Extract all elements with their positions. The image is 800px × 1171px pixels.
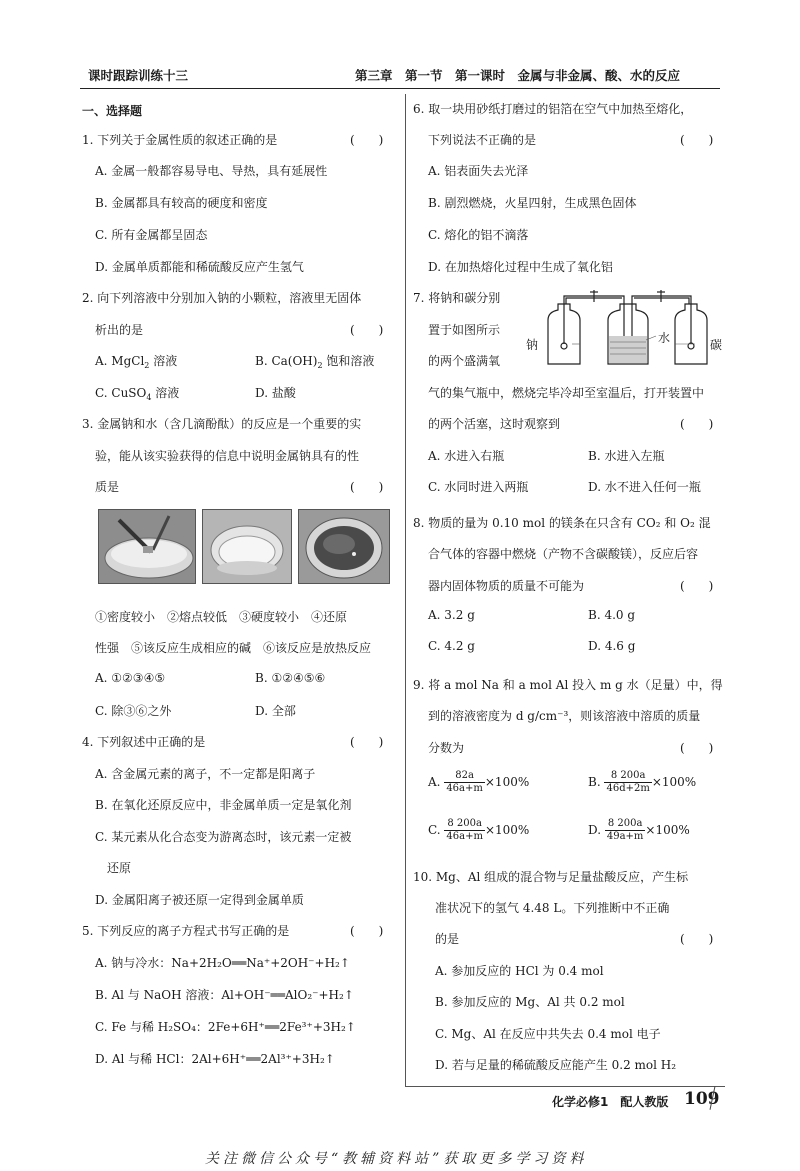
q10-option-d: D. 若与足量的稀硫酸反应能产生 0.2 mol H₂ [435,1058,677,1072]
label-carbon: 碳 [710,338,723,352]
column-divider [405,94,406,1086]
q3-option-a: A. ①②③④⑤ [95,671,166,685]
q6-option-b: B. 剧烈燃烧，火星四射，生成黑色固体 [428,196,637,210]
q4-option-c-2: 还原 [107,861,132,875]
q1-option-d: D. 金属单质都能和稀硫酸反应产生氢气 [95,260,304,274]
q7-stem-3: 的两个盛满氧 [428,354,501,368]
q9-paren: ( ) [680,741,714,755]
q8-option-d: D. 4.6 g [588,639,636,653]
q8-stem-3: 器内固体物质的质量不可能为 [428,579,585,593]
q10-option-b: B. 参加反应的 Mg、Al 共 0.2 mol [435,995,625,1009]
q2-paren: ( ) [350,323,384,337]
photo-sodium-cutting [98,509,196,584]
q1-option-a: A. 金属一般都容易导电、导热，具有延展性 [95,164,328,178]
q1-paren: ( ) [350,133,384,147]
q4-option-d: D. 金属阳离子被还原一定得到金属单质 [95,893,304,907]
q9-stem-2: 到的溶液密度为 d g/cm⁻³，则该溶液中溶质的质量 [428,709,701,723]
q1-stem: 1. 下列关于金属性质的叙述正确的是 [82,133,278,147]
q8-option-a: A. 3.2 g [428,608,475,622]
q1-option-b: B. 金属都具有较高的硬度和密度 [95,196,268,210]
q8-option-c: C. 4.2 g [428,639,475,653]
footer-rule [405,1086,725,1087]
q7-stem-5: 的两个活塞，这时观察到 [428,417,561,431]
q7-stem-2: 置于如图所示 [428,323,501,337]
q6-option-d: D. 在加热熔化过程中生成了氧化铝 [428,260,613,274]
q7-option-d: D. 水不进入任何一瓶 [588,480,701,494]
q2-stem-2: 析出的是 [95,323,144,337]
q10-stem-3: 的是 [435,932,460,946]
header-left: 课时跟踪训练十三 [88,68,189,83]
q5-stem: 5. 下列反应的离子方程式书写正确的是 [82,924,290,938]
q10-option-c: C. Mg、Al 在反应中共失去 0.4 mol 电子 [435,1027,661,1041]
q6-option-a: A. 铝表面失去光泽 [428,164,529,178]
apparatus-diagram [526,284,725,372]
q2-option-c: C. CuSO$_4$ 溶液 [95,386,180,402]
q10-option-a: A. 参加反应的 HCl 为 0.4 mol [435,964,604,978]
q7-paren: ( ) [680,417,714,431]
q7-option-a: A. 水进入右瓶 [428,449,505,463]
q8-stem-2: 合气体的容器中燃烧（产物不含碳酸镁），反应后容 [428,547,699,561]
q9-stem-3: 分数为 [428,741,465,755]
q10-paren: ( ) [680,932,714,946]
header-right: 第三章 第一节 第一课时 金属与非金属、酸、水的反应 [355,68,681,83]
q6-option-c: C. 熔化的铝不滴落 [428,228,529,242]
q7-stem-1: 7. 将钠和碳分别 [413,291,501,305]
q3-stem-2: 验，能从该实验获得的信息中说明金属钠具有的性 [95,449,360,463]
q9-option-c: C. $\frac{8 200a}{46a+m}$ ×100% [428,818,530,842]
q7-option-b: B. 水进入左瓶 [588,449,665,463]
q8-option-b: B. 4.0 g [588,608,636,622]
footer-book: 化学必修1 配人教版 [552,1095,669,1109]
q2-option-b: B. $Ca(OH)_2$ 饱和溶液 [255,354,375,370]
section-title: 一、选择题 [82,104,143,118]
q1-option-c: C. 所有金属都呈固态 [95,228,208,242]
q2-stem-1: 2. 向下列溶液中分别加入钠的小颗粒，溶液里无固体 [82,291,362,305]
q4-option-c-1: C. 某元素从化合态变为游离态时，该元素一定被 [95,830,352,844]
q9-option-b: B. $\frac{8 200a}{46d+2m}$ ×100% [588,770,697,794]
q6-paren: ( ) [680,133,714,147]
q3-option-b: B. ①②④⑤⑥ [255,671,326,685]
q5-option-c: C. Fe 与稀 H₂SO₄：2Fe+6H⁺══2Fe³⁺+3H₂↑ [95,1020,356,1034]
q9-option-a: A. $\frac{82a}{46a+m}$ ×100% [428,770,530,794]
q9-stem-1: 9. 将 a mol Na 和 a mol Al 投入 m g 水（足量）中，得 [413,678,723,692]
q5-option-d: D. Al 与稀 HCl：2Al+6H⁺══2Al³⁺+3H₂↑ [95,1052,335,1066]
q4-stem: 4. 下列叙述中正确的是 [82,735,206,749]
label-water: 水 [658,331,671,345]
q4-option-a: A. 含金属元素的离子，不一定都是阳离子 [95,767,316,781]
q4-option-b: B. 在氧化还原反应中，非金属单质一定是氧化剂 [95,798,352,812]
q3-option-d: D. 全部 [255,704,296,718]
q3-paren: ( ) [350,480,384,494]
photo-reaction [298,509,390,584]
q3-options-line-1: ①密度较小 ②熔点较低 ③硬度较小 ④还原 [95,610,348,624]
q3-stem-1: 3. 金属钠和水（含几滴酚酞）的反应是一个重要的实 [82,417,362,431]
header-rule [80,88,720,89]
q3-stem-3: 质是 [95,480,120,494]
q10-stem-2: 准状况下的氢气 4.48 L。下列推断中不正确 [435,901,670,915]
q2-option-d: D. 盐酸 [255,386,296,400]
q8-stem-1: 8. 物质的量为 0.10 mol 的镁条在只含有 CO₂ 和 O₂ 混 [413,516,711,530]
q5-option-a: A. 钠与冷水：Na+2H₂O══Na⁺+2OH⁻+H₂↑ [95,956,350,970]
q6-stem-1: 6. 取一块用砂纸打磨过的铝箔在空气中加热至熔化， [413,102,693,116]
q2-option-a: A. MgCl$_2$ 溶液 [95,354,178,370]
handwritten-note: 关注微信公众号“教辅资料站”获取更多学习资料 [205,1151,588,1167]
label-sodium: 钠 [526,338,539,352]
q4-paren: ( ) [350,735,384,749]
q7-option-c: C. 水同时进入两瓶 [428,480,529,494]
q3-options-line-2: 性强 ⑤该反应生成相应的碱 ⑥该反应是放热反应 [95,641,372,655]
q9-option-d: D. $\frac{8 200a}{49a+m}$ ×100% [588,818,690,842]
q8-paren: ( ) [680,579,714,593]
q3-option-c: C. 除③⑥之外 [95,704,172,718]
page-number: 109 [684,1089,720,1109]
q10-stem-1: 10. Mg、Al 组成的混合物与足量盐酸反应，产生标 [413,870,689,884]
q5-option-b: B. Al 与 NaOH 溶液：Al+OH⁻══AlO₂⁻+H₂↑ [95,988,354,1002]
photo-beaker [202,509,292,584]
q5-paren: ( ) [350,924,384,938]
q6-stem-2: 下列说法不正确的是 [428,133,537,147]
q7-stem-4: 气的集气瓶中，燃烧完毕冷却至室温后，打开装置中 [428,386,705,400]
